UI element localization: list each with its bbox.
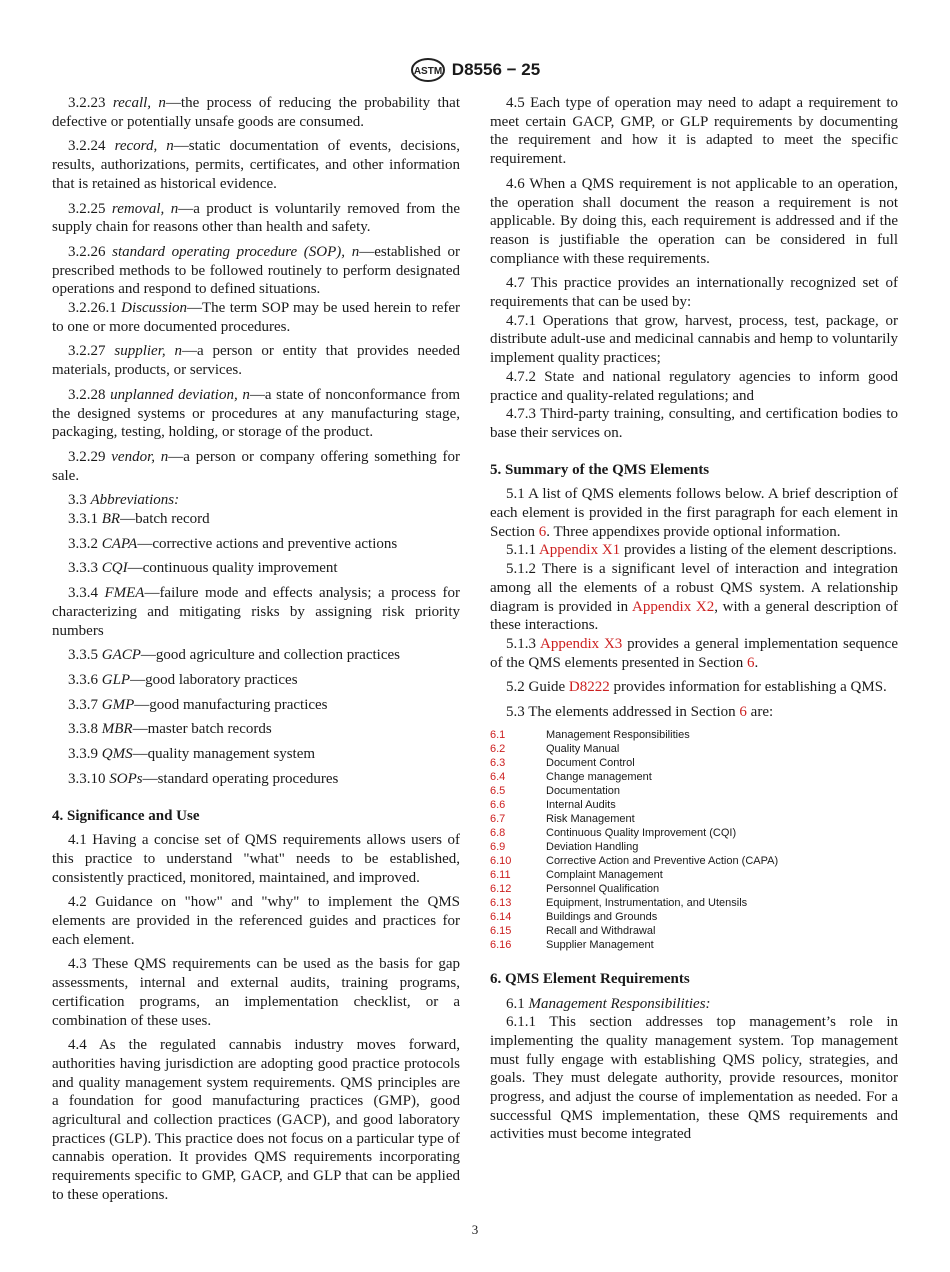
abbr-3-3-3: 3.3.3 CQI—continuous quality improvement (68, 560, 338, 577)
element-number-link[interactable]: 6.5 (490, 784, 506, 797)
elements-list (490, 728, 898, 952)
def-3-2-24: 3.2.24 record, n—static documentation of events, decisions, results, authorizations, permits, certificates, and other information that is retained as historical evidence. (52, 138, 460, 192)
para-5-1-2: 5.1.2 There is a significant level of interaction and integration among all the elements of a robust QMS system. A relationship diagram is provided in Appendix X2, with a general description of these interactions. (490, 561, 899, 634)
appendix-x1-link[interactable]: Appendix X1 (538, 542, 621, 559)
para-4-4: 4.4 As the regulated cannabis industry moves forward, authorities having jurisdiction are adopting good practice protocols and quality management system requirements. QMS principles are a foundation for good manufacturing practices (GMP), good agricultural and collection practices (GACP), and good laboratory practices (GLP). This practice does not focus on a particular type of cannabis operation. It provides QMS requirements incorporating requirements specific to GMP, GACP, and GLP that can be applied to these operations. (52, 1037, 460, 1203)
element-number-link[interactable]: 6.4 (490, 770, 506, 783)
para-5-3: 5.3 The elements addressed in Section 6 are: (506, 704, 774, 721)
para-4-1: 4.1 Having a concise set of QMS requirements allows users of this practice to understand "what" needs to be established, consistently practiced, monitored, maintained, and improved. (52, 832, 460, 886)
list-item: 6.11 Complaint Management (490, 868, 663, 881)
standard-designation: D8556 − 25 (451, 60, 541, 79)
list-item: 6.13 Equipment, Instrumentation, and Utensils (490, 896, 748, 909)
element-number-link[interactable]: 6.12 (490, 882, 512, 895)
para-5-2: 5.2 Guide D8222 provides information for establishing a QMS. (506, 679, 887, 696)
list-item: 6.5 Documentation (490, 784, 620, 797)
para-4-2: 4.2 Guidance on "how" and "why" to implement the QMS elements are provided in the referenced guides and practices for each element. (52, 894, 460, 948)
def-3-2-28: 3.2.28 unplanned deviation, n—a state of nonconformance from the designed systems or procedures at any manufacturing stage, packaging, testing, holding, or storage of the product. (52, 386, 461, 441)
section-5-heading: 5. Summary of the QMS Elements (490, 461, 710, 478)
guide-d8222-link[interactable]: D8222 (568, 679, 610, 696)
para-4-5: 4.5 Each type of operation may need to adapt a requirement to meet certain GACP, GMP, or GLP requirements by documenting the requirement and how it is adapted to meet the specific requirement. (490, 95, 898, 168)
list-item: 6.1 Management Responsibilities (490, 728, 690, 741)
list-item: 6.14 Buildings and Grounds (490, 910, 658, 923)
para-6-1: 6.1 Management Responsibilities: (506, 995, 711, 1012)
list-item: 6.2 Quality Manual (490, 742, 620, 755)
element-number-link[interactable]: 6.3 (490, 756, 506, 769)
right-column (490, 94, 898, 1144)
section-6-link[interactable]: 6 (739, 704, 747, 721)
element-number-link[interactable]: 6.2 (490, 742, 506, 755)
element-number-link[interactable]: 6.8 (490, 826, 506, 839)
element-number-link[interactable]: 6.14 (490, 910, 512, 923)
abbr-3-3-10: 3.3.10 SOPs—standard operating procedures (68, 770, 339, 787)
section-6-link[interactable]: 6 (747, 654, 755, 671)
element-number-link[interactable]: 6.15 (490, 924, 512, 937)
page-number: 3 (471, 1222, 479, 1237)
element-number-link[interactable]: 6.13 (490, 896, 512, 909)
abbr-3-3-4: 3.3.4 FMEA—failure mode and effects analysis; a process for characterizing and mitigating risks by assigning risk priority numbers (52, 585, 461, 639)
abbreviations-heading: 3.3 Abbreviations: (68, 492, 180, 509)
def-3-2-25: 3.2.25 removal, n—a product is voluntarily removed from the supply chain for reasons other than health and safety. (52, 200, 460, 236)
list-item: 6.15 Recall and Withdrawal (490, 924, 656, 937)
element-number-link[interactable]: 6.7 (490, 812, 506, 825)
element-number-link[interactable]: 6.9 (490, 840, 506, 853)
list-item: 6.4 Change management (490, 770, 652, 783)
element-number-link[interactable]: 6.10 (490, 854, 512, 867)
abbr-3-3-1: 3.3.1 BR—batch record (68, 511, 210, 528)
list-item: 6.12 Personnel Qualification (490, 882, 660, 895)
para-4-6: 4.6 When a QMS requirement is not applicable to an operation, the operation shall document the reason a requirement is not applicable. By doing this, each requirement is addressed and if the reason is justifiable the operation can be considered in full compliance with these requirements. (490, 175, 898, 267)
list-item: 6.10 Corrective Action and Preventive Action (CAPA) (490, 854, 779, 867)
def-3-2-23: 3.2.23 recall, n—the process of reducing the probability that defective or potentially unsafe goods are consumed. (52, 95, 460, 130)
abbr-3-3-6: 3.3.6 GLP—good laboratory practices (68, 671, 298, 688)
abbr-3-3-9: 3.3.9 QMS—quality management system (68, 746, 316, 763)
para-4-7: 4.7 This practice provides an internationally recognized set of requirements that can be used by: (490, 275, 898, 311)
appendix-x3-link[interactable]: Appendix X3 (540, 635, 623, 652)
def-3-2-26: 3.2.26 standard operating procedure (SOP), n—established or prescribed methods to be followed routinely to perform designated operations and respond to defined situations. (52, 243, 461, 298)
list-item: 6.7 Risk Management (490, 812, 635, 825)
para-5-1-1: 5.1.1 Appendix X1 provides a listing of the element descriptions. (506, 542, 897, 559)
page-header (0, 56, 950, 84)
para-4-3: 4.3 These QMS requirements can be used as the basis for gap assessments, internal and external audits, training programs, certification programs, an implementation checklist, or a combination of these uses. (52, 956, 460, 1029)
element-number-link[interactable]: 6.11 (490, 868, 511, 881)
abbr-3-3-7: 3.3.7 GMP—good manufacturing practices (68, 696, 328, 713)
para-5-1: 5.1 A list of QMS elements follows below. A brief description of each element is provided in the first paragraph for each element in Section 6. Three appendixes provide optional information. (490, 486, 898, 540)
para-4-7-1: 4.7.1 Operations that grow, harvest, process, test, package, or distribute adult-use and medicinal cannabis and hemp to voluntarily implement quality practices; (490, 312, 898, 367)
para-6-1-1: 6.1.1 This section addresses top management’s role in implementing the quality management system. Top management must fully engage with establishing QMS policy, strategies, and goals. They must delegate authority, provide resources, monitor progress, and adjust the course of implementation as needed. For a successful QMS implementation, these QMS requirements and activities must become integrated (490, 1014, 898, 1143)
def-3-2-27: 3.2.27 supplier, n—a person or entity that provides needed materials, products, or services. (52, 343, 460, 379)
astm-logo-icon (410, 58, 446, 82)
list-item: 6.9 Deviation Handling (490, 840, 639, 853)
section-6-link[interactable]: 6 (538, 523, 547, 540)
left-column (52, 94, 460, 1205)
para-5-1-3: 5.1.3 Appendix X3 provides a general implementation sequence of the QMS elements presented in Section 6. (490, 635, 898, 671)
list-item: 6.6 Internal Audits (490, 798, 616, 811)
list-item: 6.16 Supplier Management (490, 938, 654, 951)
para-4-7-3: 4.7.3 Third-party training, consulting, and certification bodies to base their services on. (490, 406, 898, 441)
appendix-x2-link[interactable]: Appendix X2 (632, 598, 715, 615)
element-number-link[interactable]: 6.1 (490, 728, 506, 741)
abbr-3-3-2: 3.3.2 CAPA—corrective actions and preventive actions (68, 535, 398, 552)
element-number-link[interactable]: 6.16 (490, 938, 512, 951)
section-6-heading: 6. QMS Element Requirements (490, 970, 690, 987)
section-4-heading: 4. Significance and Use (52, 807, 200, 824)
list-item: 6.3 Document Control (490, 756, 635, 769)
list-item: 6.8 Continuous Quality Improvement (CQI) (490, 826, 737, 839)
svg-text:ASTM: ASTM (413, 66, 442, 77)
def-3-2-29: 3.2.29 vendor, n—a person or company offering something for sale. (52, 448, 461, 484)
element-number-link[interactable]: 6.6 (490, 798, 506, 811)
para-4-7-2: 4.7.2 State and national regulatory agencies to inform good practice and quality-related regulations; and (490, 368, 898, 404)
def-3-2-26-1: 3.2.26.1 Discussion—The term SOP may be used herein to refer to one or more documented procedures. (52, 300, 461, 335)
abbr-3-3-8: 3.3.8 MBR—master batch records (68, 721, 272, 738)
abbr-3-3-5: 3.3.5 GACP—good agriculture and collection practices (68, 647, 400, 664)
